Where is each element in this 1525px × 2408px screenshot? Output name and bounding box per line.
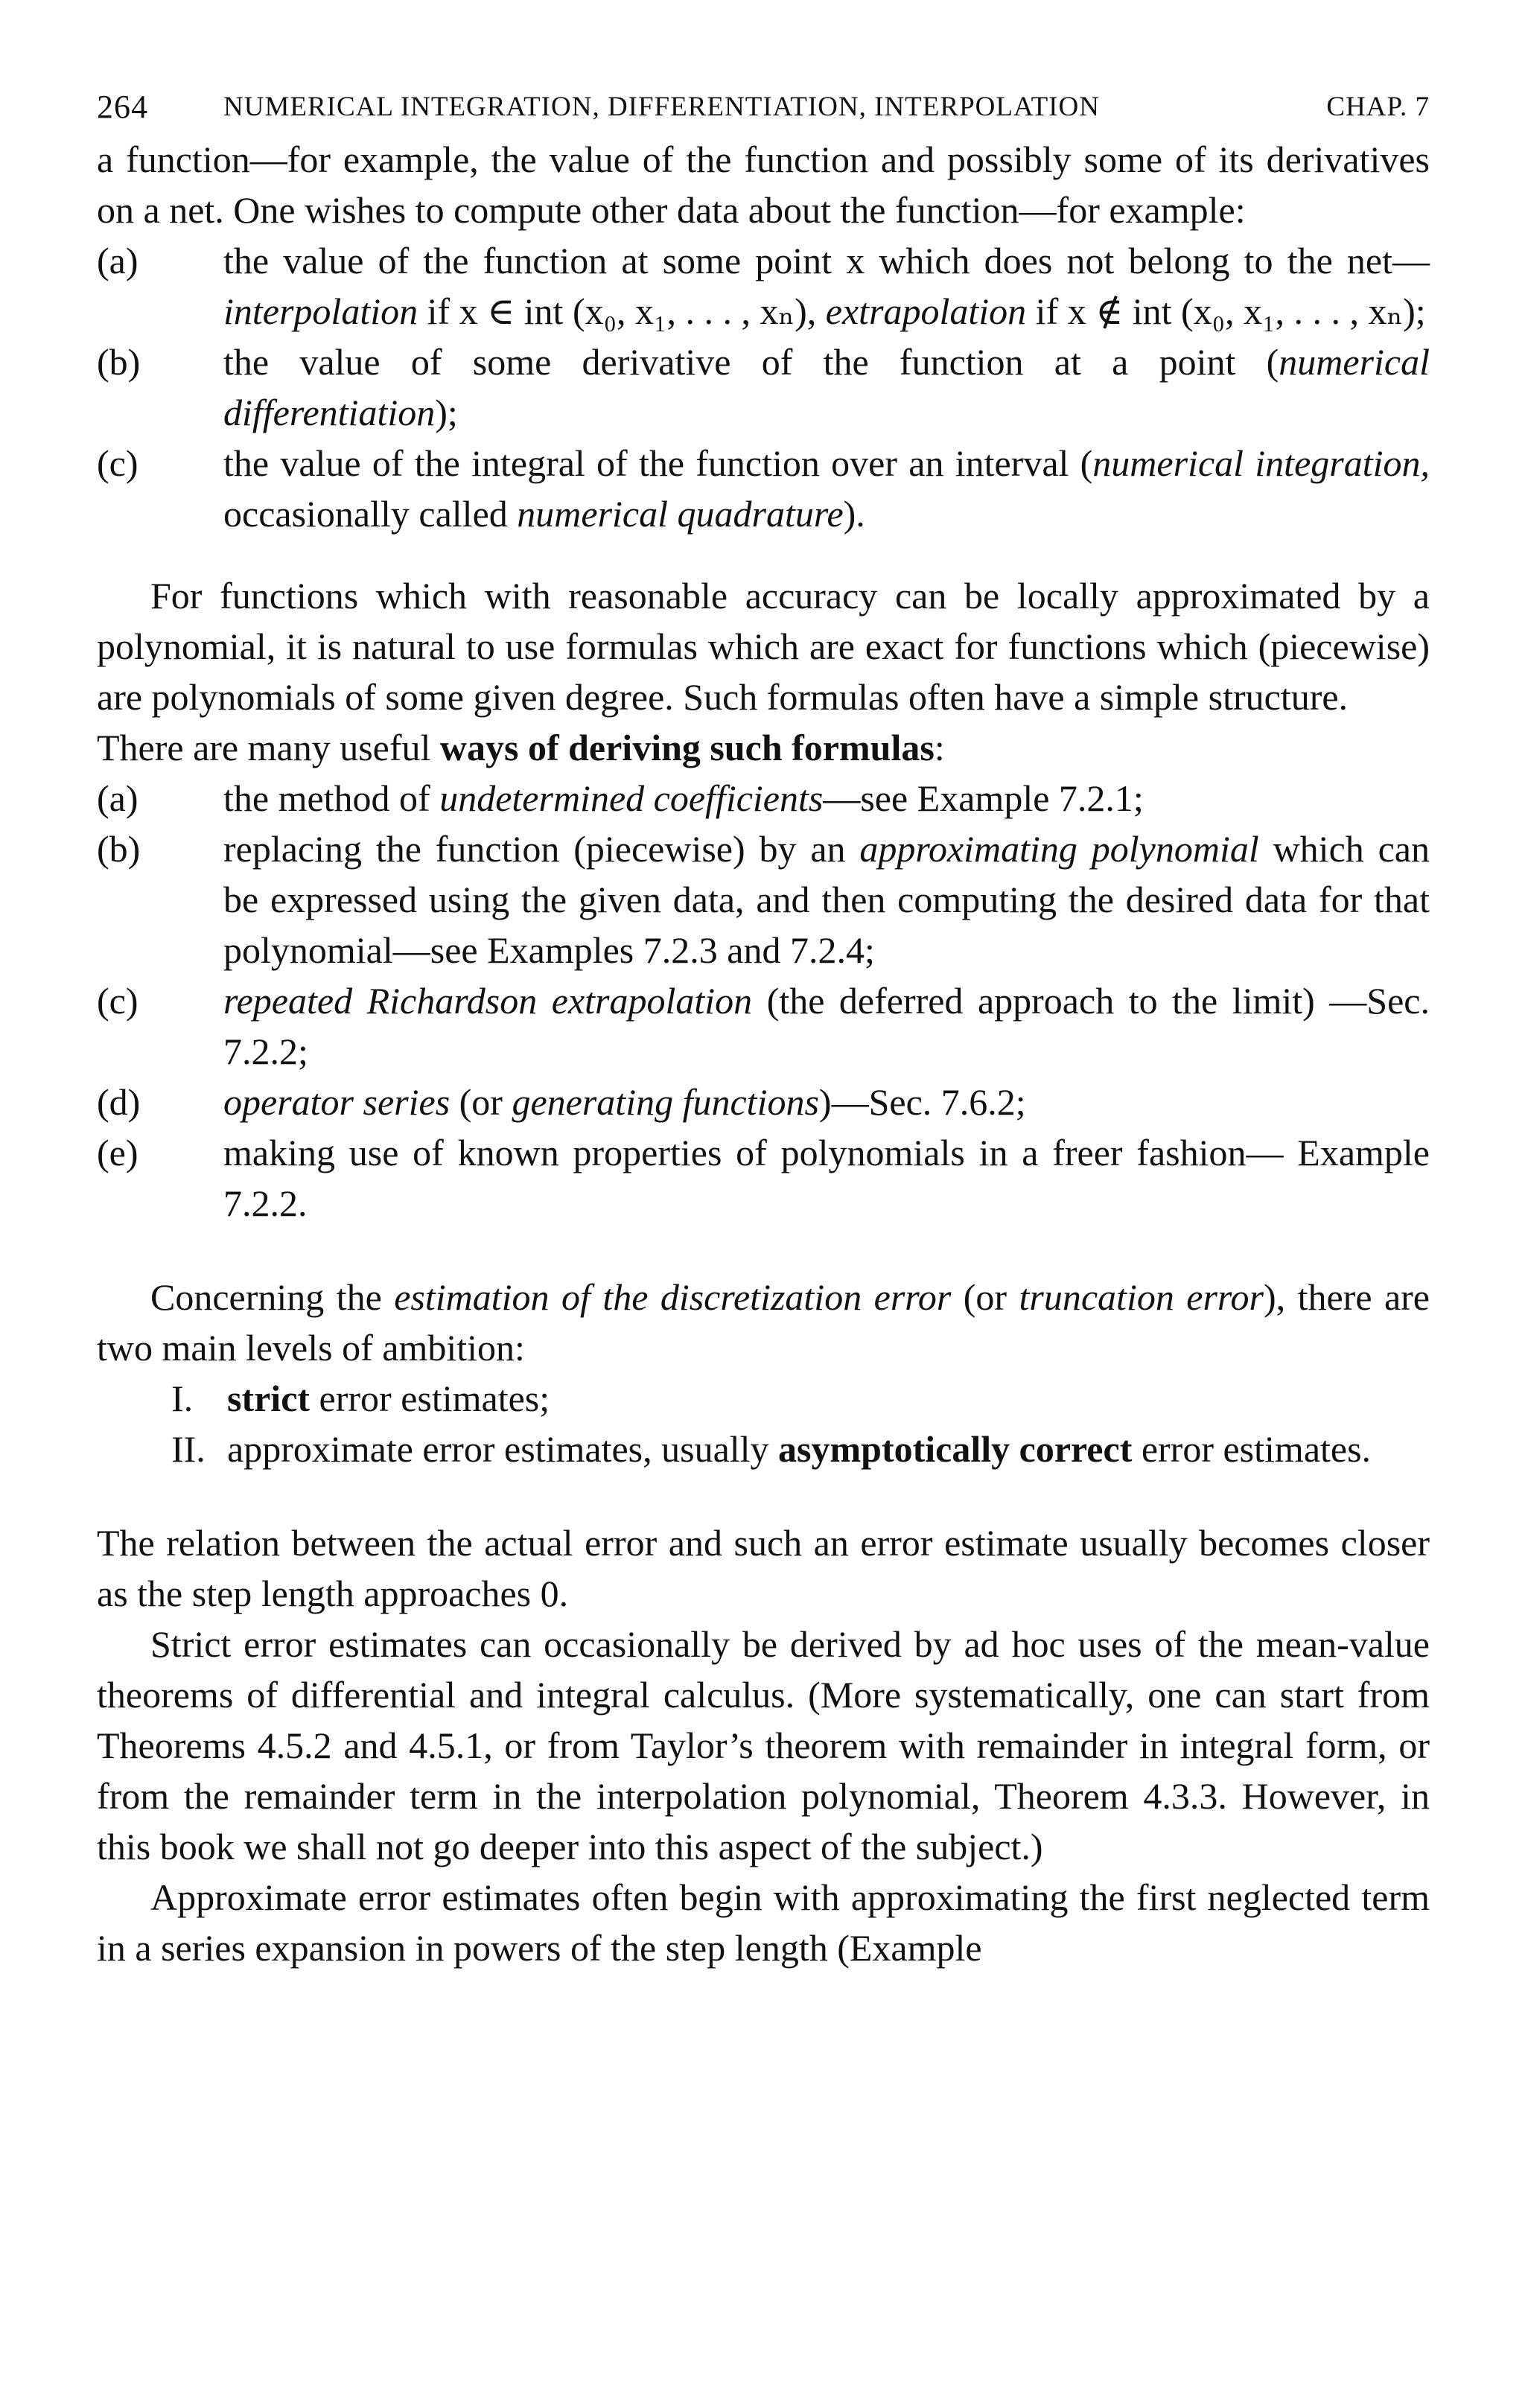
error-text: (or — [951, 1276, 1019, 1318]
error-text: Concerning the — [150, 1276, 395, 1318]
task-item-b — [97, 337, 1430, 438]
running-title: NUMERICAL INTEGRATION, DIFFERENTIATION, INTERPOLATION — [223, 92, 1100, 122]
method-text: (or — [450, 1081, 512, 1123]
list-label: (a) — [97, 240, 139, 281]
ways-bold: ways of deriving such formulas — [439, 727, 935, 768]
list-label: II. — [171, 1428, 206, 1470]
method-text: —see Example 7.2.1; — [823, 777, 1144, 819]
method-text: the method of — [223, 777, 440, 819]
task-text: if x ∈ int (x₀, x₁, . . . , xₙ), — [418, 290, 826, 332]
strict-estimates-paragraph: Strict error estimates can occasionally be derived by ad hoc uses of the mean-value theorems of differential and integral calculus. (More systematically, one can start from Theorems 4.5.2 and 4.5.1, or from Taylor’s theorem with remainder in integral form, or from the remainder term in the interpolation polynomial, Theorem 4.3.3. However, in this book we shall not go deeper into this aspect of the subject.) — [97, 1623, 1430, 1867]
method-text: (the deferred approach to the limit) —Sec. 7.2.2; — [223, 980, 1430, 1072]
ways-text: : — [934, 727, 945, 768]
term-numerical-differentiation: numerical differentiation — [223, 341, 1430, 433]
method-text: making use of known properties of polynomials in a freer fashion— Example 7.2.2. — [223, 1132, 1430, 1224]
task-text: the value of the integral of the function over an interval ( — [223, 442, 1093, 484]
term-asymptotically-correct: asymptotically correct — [778, 1428, 1133, 1470]
level-text: approximate error estimates, usually — [227, 1428, 779, 1470]
level-item-approximate — [97, 1424, 1430, 1474]
term-numerical-integration: numerical integration, — [1092, 442, 1430, 484]
list-label: (c) — [97, 442, 139, 484]
methods-list — [97, 773, 1430, 1229]
term-discretization-error: estimation of the discretization error — [394, 1276, 952, 1318]
relation-paragraph: The relation between the actual error and such an error estimate usually becomes closer as the step length approaches 0. — [97, 1522, 1430, 1614]
term-extrapolation: extrapolation — [825, 290, 1027, 332]
task-text: ). — [843, 493, 865, 535]
body-text — [97, 134, 1430, 1973]
error-paragraph — [97, 1272, 1430, 1373]
list-label: (b) — [97, 828, 141, 870]
term-interpolation: interpolation — [223, 290, 418, 332]
method-text: )—Sec. 7.6.2; — [818, 1081, 1026, 1123]
term-richardson-extrapolation: repeated Richardson extrapolation — [223, 980, 753, 1022]
term-truncation-error: truncation error — [1019, 1276, 1264, 1318]
intro-paragraph: a function—for example, the value of the function and possibly some of its derivatives on a net. One wishes to compute other data about the function—for example: — [97, 138, 1430, 231]
method-item-e — [97, 1127, 1430, 1229]
task-item-a — [97, 235, 1430, 337]
task-text: the value of the function at some point x which does not belong to the net— — [223, 240, 1430, 281]
page-number: 264 — [97, 89, 148, 125]
list-label: (e) — [97, 1132, 139, 1173]
list-label: I. — [171, 1377, 194, 1419]
method-text: replacing the function (piecewise) by an — [223, 828, 860, 870]
level-item-strict — [97, 1373, 1430, 1424]
task-text: occasionally called — [223, 493, 518, 535]
method-item-a — [97, 773, 1430, 824]
approximate-estimates-paragraph: Approximate error estimates often begin with approximating the first neglected term in a series expansion in powers of the step length (Example — [97, 1876, 1430, 1969]
term-generating-functions: generating functions — [512, 1081, 819, 1123]
term-approximating-polynomial: approximating polynomial — [859, 828, 1259, 870]
list-label: (a) — [97, 777, 139, 819]
page-header — [97, 74, 1430, 134]
list-label: (d) — [97, 1081, 141, 1123]
ways-paragraph — [97, 722, 1430, 773]
list-label: (c) — [97, 980, 139, 1022]
term-undetermined-coefficients: undetermined coefficients — [439, 777, 824, 819]
task-text: ); — [435, 392, 458, 433]
term-strict: strict — [227, 1377, 311, 1419]
polynomial-paragraph: For functions which with reasonable accuracy can be locally approximated by a polynomial, it is natural to use formulas which are exact for functions which (piecewise) are polynomials of some given degree. Such formulas often have a simple structure. — [97, 575, 1430, 718]
tasks-list — [97, 235, 1430, 539]
ways-text: There are many useful — [97, 727, 440, 768]
method-item-b — [97, 824, 1430, 975]
method-item-d — [97, 1077, 1430, 1127]
chapter-label: CHAP. 7 — [1326, 92, 1430, 122]
levels-list — [97, 1373, 1430, 1474]
task-text: the value of some derivative of the function at a point ( — [223, 341, 1279, 383]
term-operator-series: operator series — [223, 1081, 451, 1123]
level-text: error estimates. — [1132, 1428, 1372, 1470]
method-item-c — [97, 975, 1430, 1077]
term-numerical-quadrature: numerical quadrature — [517, 493, 844, 535]
level-text: error estimates; — [310, 1377, 550, 1419]
error-text: ), there are two main levels of ambition: — [97, 1276, 1430, 1369]
task-text: if x ∉ int (x₀, x₁, . . . , xₙ); — [1026, 290, 1426, 332]
book-page — [97, 74, 1430, 1973]
list-label: (b) — [97, 341, 141, 383]
method-text: which can be expressed using the given data, and then computing the desired data for that polynomial—see Examples 7.2.3 and 7.2.4; — [223, 828, 1430, 971]
task-item-c — [97, 438, 1430, 539]
